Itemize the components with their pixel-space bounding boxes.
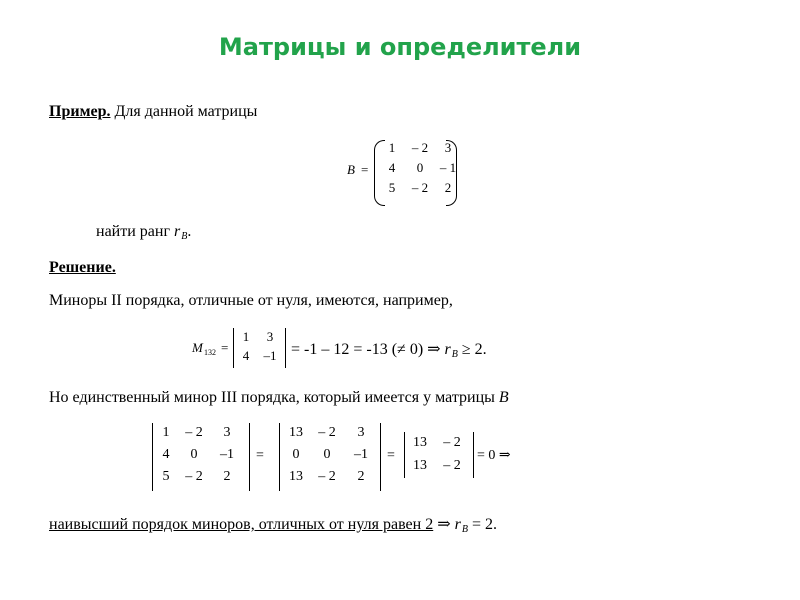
implies-symbol: ⇒ (433, 516, 455, 533)
matrix-cell: 3 (357, 425, 365, 440)
matrix-cell: – 2 (185, 425, 203, 440)
conclusion-text: наивысший порядок миноров, отличных от нуля равен 2 (49, 516, 434, 533)
matrix-cell: 3 (223, 425, 231, 440)
matrix-cell: 13 (413, 458, 427, 473)
rank-symbol: r (174, 223, 181, 240)
matrix-cell: 0 (190, 447, 198, 462)
slide-title: Матрицы и определители (218, 33, 582, 61)
matrix-cell: 3 (266, 329, 274, 344)
matrix-b-name: B (347, 162, 355, 177)
minor-subscript: 132 (204, 348, 216, 357)
example-text: Для данной матрицы (110, 103, 258, 120)
det-equals-2: = (387, 448, 395, 463)
minors-text: Миноры II порядка, отличные от нуля, имеются, например, (49, 292, 453, 309)
minor-cells (236, 329, 284, 363)
matrix-cell: 2 (357, 469, 365, 484)
matrix-cell: 2 (444, 180, 452, 195)
matrix-cell: 4 (242, 348, 250, 363)
det1-cells (156, 424, 242, 485)
det-equals-1: = (256, 448, 264, 463)
minor-name: M (192, 340, 203, 355)
solution-label: Решение. (49, 259, 116, 276)
matrix-cell: – 2 (318, 425, 336, 440)
task-end: . (187, 223, 192, 240)
matrix-cell: 3 (444, 140, 452, 155)
matrix-cell: 0 (323, 447, 331, 462)
matrix-cell: 4 (388, 160, 396, 175)
task-text: найти ранг (96, 223, 175, 240)
example-line (49, 103, 257, 121)
matrix-cell: 1 (242, 329, 250, 344)
rank-subscript: B (461, 524, 468, 535)
minor-result-a: = -1 – 12 = -13 ( (291, 341, 398, 358)
det2-cells (283, 424, 377, 485)
det3-bar-right (473, 432, 474, 478)
matrix-cell: 13 (289, 469, 303, 484)
matrix-cell: – 2 (318, 469, 336, 484)
rank-symbol: r (444, 341, 451, 358)
det2-bar-left (279, 423, 280, 491)
matrix-cell: 5 (388, 180, 396, 195)
third-order-sentence: Но единственный минор III порядка, который имеется у матрицы (49, 389, 499, 406)
minor-result-b: 0) (405, 341, 428, 358)
det2-bar-right (380, 423, 381, 491)
det1-bar-right (249, 423, 250, 491)
minor-equals: = (221, 340, 229, 355)
minor-result-c: ≥ 2. (457, 341, 487, 358)
matrix-cell: –1 (263, 348, 277, 363)
matrix-cell: –1 (354, 447, 368, 462)
matrix-cell: 1 (162, 425, 170, 440)
matrix-cell: – 1 (439, 160, 457, 175)
matrix-b-equals: = (361, 162, 369, 177)
matrix-cell: 0 (416, 160, 424, 175)
task-line (96, 223, 191, 241)
matrix-cell: – 2 (443, 458, 461, 473)
matrix-cell: 0 (292, 447, 300, 462)
matrix-cell: 2 (223, 469, 231, 484)
minor-result (291, 339, 487, 359)
matrix-b-ref: B (498, 389, 509, 406)
rank-symbol: r (454, 516, 461, 533)
example-label: Пример. (49, 103, 111, 120)
matrix-cell: –1 (220, 447, 234, 462)
matrix-cell: – 2 (411, 180, 429, 195)
matrix-cell: 4 (162, 447, 170, 462)
rank-subscript: B (451, 349, 458, 360)
matrix-cell: – 2 (443, 435, 461, 450)
conclusion-end: = 2. (467, 516, 497, 533)
right-paren (446, 140, 457, 206)
det1-bar-left (152, 423, 153, 491)
matrix-cell: – 2 (411, 140, 429, 155)
matrix-cell: 13 (413, 435, 427, 450)
det-bar-right (285, 328, 286, 368)
det3-bar-left (404, 432, 405, 478)
det-bar-left (233, 328, 234, 368)
not-equal-symbol: ≠ (397, 341, 406, 358)
third-order-text (49, 389, 509, 407)
matrix-cell: 13 (289, 425, 303, 440)
det-result: = 0 ⇒ (477, 448, 511, 463)
matrix-cell: – 2 (185, 469, 203, 484)
rank-subscript: B (181, 231, 188, 242)
matrix-cell: 5 (162, 469, 170, 484)
conclusion-line (49, 514, 497, 534)
matrix-cell: 1 (388, 140, 396, 155)
implies-symbol: ⇒ (427, 341, 441, 358)
det3-cells (407, 434, 471, 474)
